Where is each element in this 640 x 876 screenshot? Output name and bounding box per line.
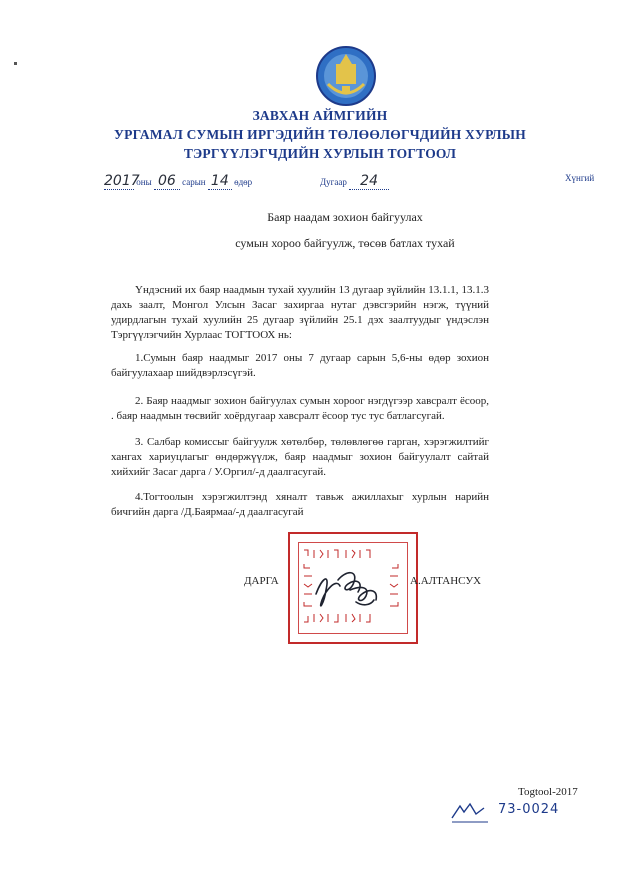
date-day: 14 [208, 173, 232, 190]
registration-stamp-logo-icon [450, 800, 490, 824]
document-code: Togtool-2017 [518, 786, 578, 798]
header-line-2: УРГАМАЛ СУМЫН ИРГЭДИЙН ТӨЛӨӨЛӨГЧДИЙН ХУРЛЫН [114, 127, 526, 142]
number-value: 24 [349, 173, 389, 190]
registration-number: 73-0024 [498, 802, 560, 817]
signer-title: ДАРГА [244, 575, 279, 587]
date-day-suffix: өдөр [234, 177, 253, 187]
item-3-text: 3. Салбар комиссыг байгуулж хөтөлбөр, төлөвлөгөө гарган, хэрэгжилтийг хангах хариуцлагыг өндөржүүлж, баяр наадмыг зохион байгуулалт сайтай хийхийг Засаг дарга / У.Оргил/-д даалгасугай. [111, 436, 489, 478]
number-line [320, 173, 389, 193]
signature-scribble [300, 560, 390, 620]
intro-paragraph: Үндэсний их баяр наадмын тухай хуулийн 13 дугаар зүйлийн 13.1.1, 13.1.3 дахь заалт, Монгол Улсын Засаг захиргаа нутаг дэвсгэрийн нэгж, түүний удирдлагын тухай хуулийн 25 дугаар зүйлийн 25.1 дэх заалтуудыг үндэслэн Тэргүүлэгчийн Хурлаас ТОГТООХ нь: [111, 284, 489, 341]
date-year: 2017 [104, 173, 140, 189]
body-intro [111, 283, 489, 343]
state-emblem-icon [314, 44, 378, 108]
date-line [104, 173, 252, 193]
date-year-suffix: оны [136, 177, 152, 187]
body-item-3 [111, 435, 489, 480]
date-month-suffix: сарын [182, 177, 206, 187]
place-name: Хүнгий [565, 173, 595, 183]
item-4-text: 4.Тогтоолын хэрэгжилтэнд хяналт тавьж ажиллахыг хурлын нарийн бичгийн дарга /Д.Баярмаа/-д даалгасугай [111, 491, 489, 518]
item-2-text: 2. Баяр наадмыг зохион байгуулах сумын хороог нэгдүгээр хавсралт ёсоор, . баяр наадмын төсвийг хоёрдугаар хавсралт ёсоор тус тус батлагсугай. [111, 395, 489, 422]
body-item-4 [111, 490, 489, 520]
title-line-2: сумын хороо байгуулж, төсөв батлах тухай [235, 236, 455, 250]
body-item-2 [111, 394, 489, 424]
title-line-1: Баяр наадам зохион байгуулах [267, 210, 423, 224]
header-line-3: ТЭРГҮҮЛЭГЧДИЙН ХУРЛЫН ТОГТООЛ [183, 146, 457, 161]
scan-speck [14, 62, 17, 65]
header-line-1: ЗАВХАН АЙМГИЙН [252, 108, 388, 123]
item-1-text: 1.Сумын баяр наадмыг 2017 оны 7 дугаар сарын 5,6-ны өдөр зохион байгуулахаар шийдвэрлэсүгэй. [111, 352, 489, 379]
number-label: Дугаар [320, 177, 347, 187]
date-month: 06 [154, 173, 180, 190]
signer-name: А.АЛТАНСУХ [410, 575, 482, 587]
body-item-1 [111, 351, 489, 381]
registration-stamp [450, 800, 600, 824]
